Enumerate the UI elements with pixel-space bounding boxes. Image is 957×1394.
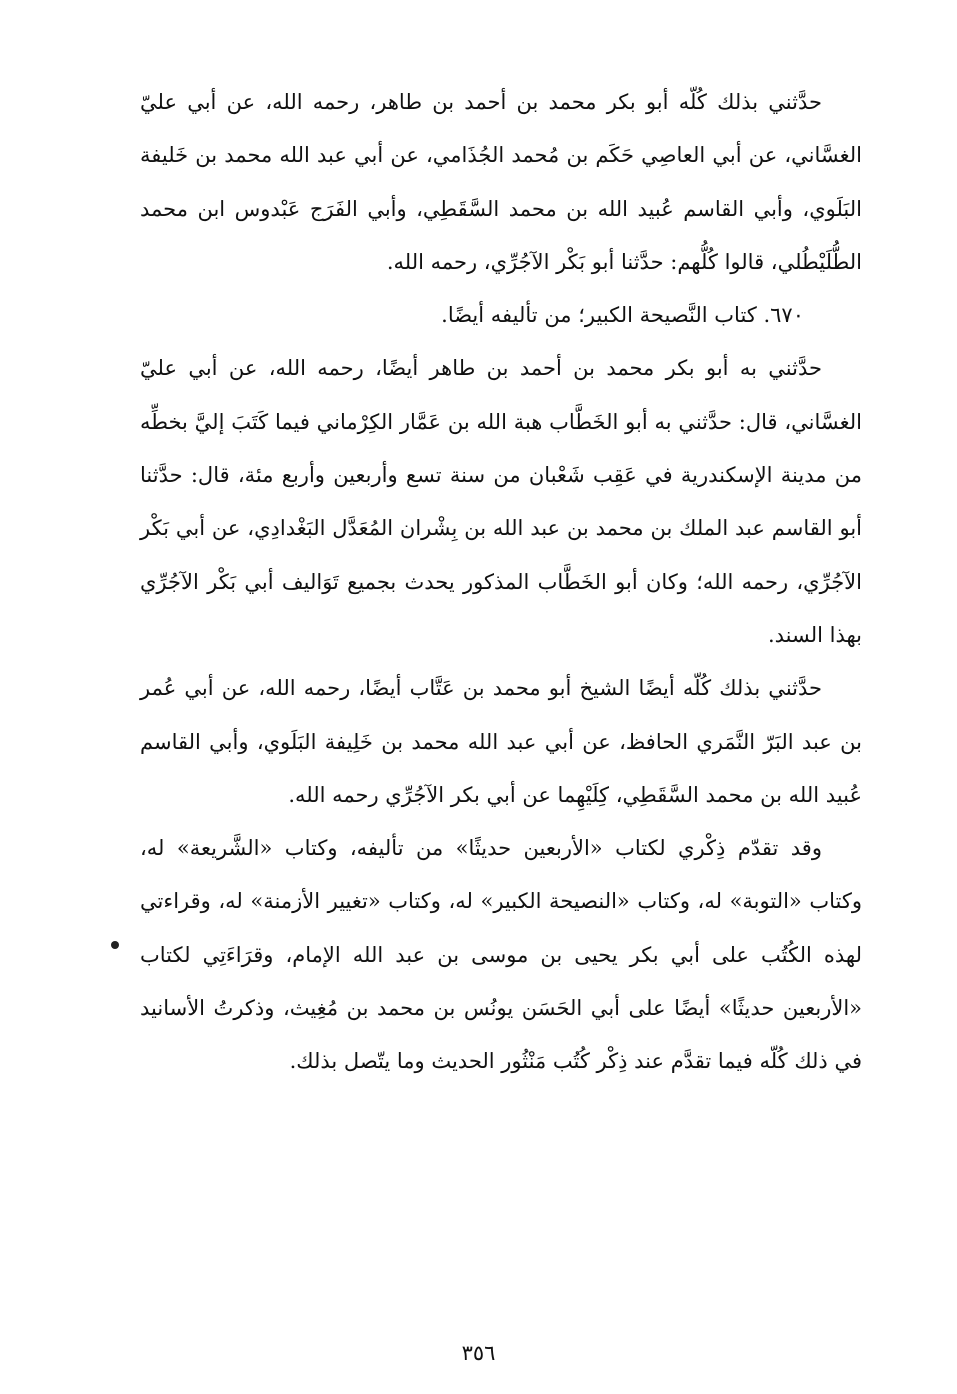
paragraph-2: حدَّثني به أبو بكر محمد بن أحمد بن طاهر أيضًا، رحمه الله، عن أبي عليّ الغسَّاني، قال: حدَّثني به أبو الخَطَّاب هبة الله بن عَمَّار الكِرْماني فيما كَتَبَ إليَّ بخطِّه من مدينة الإسكندرية في عَقِب شَعْبان من سنة تسع وأربعين وأربع مئة، قال: حدَّثنا أبو القاسم عبد الملك بن محمد بن عبد الله بن بِشْران المُعَدَّل البَغْدادِي، عن أبي بَكْر الآجُرِّي، رحمه الله؛ وكان أبو الخَطَّاب المذكور يحدث بجميع تَوَاليف أبي بَكْر الآجُرِّي بهذا السند.	[140, 356, 863, 647]
entry-number: ٦٧٠.	[763, 303, 804, 328]
main-text	[140, 76, 862, 1089]
entry-title: كتاب النَّصيحة الكبير؛ من تأليفه أيضًا.	[441, 303, 757, 328]
paragraph-3: حدَّثني بذلك كُلّه أيضًا الشيخ أبو محمد بن عَتَّاب أيضًا، رحمه الله، عن أبي عُمر بن عبد البَرّ النَّمَري الحافظ، عن أبي عبد الله محمد بن خَلِيفة البَلَوي، وأبي القاسم عُبيد الله بن محمد السَّقَطِي، كِلَيْهِما عن أبي بكر الآجُرِّي رحمه الله.	[140, 676, 862, 807]
paragraph-1: حدَّثني بذلك كُلّه أبو بكر محمد بن أحمد بن طاهر، رحمه الله، عن أبي عليّ الغسَّاني، عن أبي العاصِي حَكَم بن مُحمد الجُذَامي، عن أبي عبد الله محمد بن خَليفة البَلَوي، وأبي القاسم عُبيد الله بن محمد السَّقَطِي، وأبي الفَرَج عَبْدوس ابن محمد الطُّلَيْطُلي، قالوا كُلُّهم: حدَّثنا أبو بَكْر الآجُرِّي، رحمه الله.	[140, 90, 862, 274]
paragraph-4: وقد تقدّم ذِكْري لكتاب «الأربعين حديثًا» من تأليفه، وكتاب «الشَّريعة» له، وكتاب «التوبة» له، وكتاب «النصيحة الكبير» له، وكتاب «تغيير الأزمنة» له، وقراءتي لهذه الكُتُب على أبي بكر يحيى بن موسى بن عبد الله الإمام، وقرَاءَتِي لكتاب «الأربعين حديثًا» أيضًا على أبي الحَسَن يونُس بن محمد بن مُغِيث، وذكرتُ الأسانيد في ذلك كُلّه فيما تقدَّم عند ذِكْر كُتُب مَنْثُور الحديث وما يتّصل بذلك.	[140, 836, 862, 1074]
entry-heading	[140, 289, 862, 342]
page-number: ٣٥٦	[461, 1341, 496, 1365]
margin-dot	[111, 941, 119, 949]
